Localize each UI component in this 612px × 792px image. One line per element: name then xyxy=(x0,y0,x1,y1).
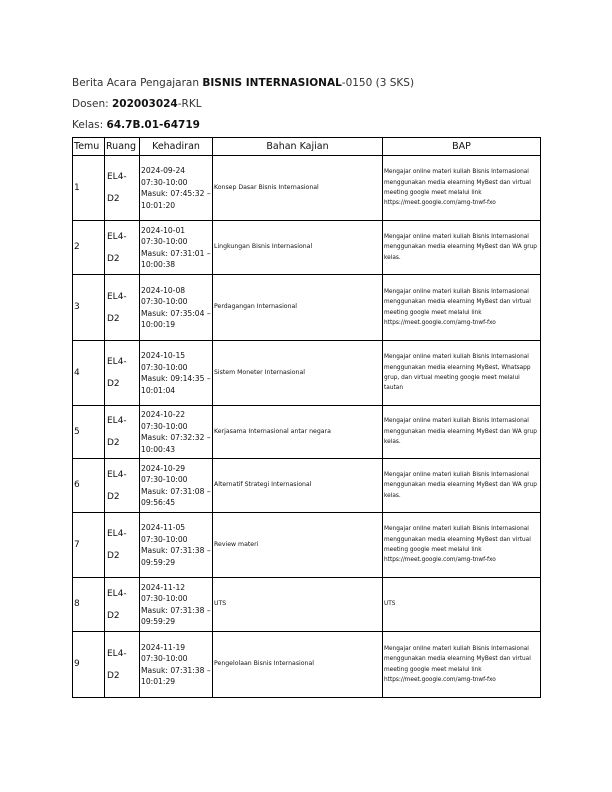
course-code: -0150 (3 SKS) xyxy=(341,77,415,89)
schedule-time: 2024-11-12 07:30-10:00 xyxy=(141,582,188,603)
schedule-time: 2024-10-22 07:30-10:00 xyxy=(141,410,188,431)
topic-cell: Pengelolaan Bisnis Internasional xyxy=(213,632,383,698)
topic-cell: Review materi xyxy=(213,513,383,578)
attendance-table xyxy=(72,137,541,698)
checkin-time: Masuk: 07:31:38 – 09:59:29 xyxy=(141,605,211,626)
checkin-time: Masuk: 07:32:32 – 10:00:43 xyxy=(141,433,211,454)
schedule-time: 2024-10-01 07:30-10:00 xyxy=(141,225,188,246)
topic-cell: Kerjasama Internasional antar negara xyxy=(213,406,383,459)
checkin-time: Masuk: 07:35:04 – 10:00:19 xyxy=(141,308,211,329)
schedule-time: 2024-11-19 07:30-10:00 xyxy=(141,642,188,663)
document-title xyxy=(72,77,414,89)
schedule-time: 2024-11-05 07:30-10:00 xyxy=(141,523,188,544)
bap-cell: Mengajar online materi kuliah Bisnis Internasional menggunakan media elearning MyBest dan WA grup kelas. xyxy=(383,221,541,275)
room-cell: EL4-D2 xyxy=(105,632,140,698)
table-row xyxy=(73,459,541,513)
bap-cell: Mengajar online materi kuliah Bisnis Internasional menggunakan media elearning MyBest dan virtual meeting google meet melalui link https://meet.google.com/amg-tnwf-fxo xyxy=(383,632,541,698)
bap-cell: Mengajar online materi kuliah Bisnis Internasional menggunakan media elearning MyBest dan virtual meeting google meet melalui link https://meet.google.com/amg-tnwf-fxo xyxy=(383,156,541,221)
lecturer-label: Dosen: xyxy=(72,98,112,110)
schedule-time: 2024-09-24 07:30-10:00 xyxy=(141,166,188,187)
schedule-time: 2024-10-29 07:30-10:00 xyxy=(141,463,188,484)
attendance-cell xyxy=(140,275,213,341)
schedule-time: 2024-10-15 07:30-10:00 xyxy=(141,351,188,372)
attendance-cell xyxy=(140,513,213,578)
class-code: 64.7B.01-64719 xyxy=(106,119,200,131)
bap-cell: Mengajar online materi kuliah Bisnis Internasional menggunakan media elearning MyBest, Whatsapp grup, dan virtual meeting google meet melalui tautan xyxy=(383,341,541,406)
table-row xyxy=(73,156,541,221)
meeting-number: 7 xyxy=(73,513,105,578)
meeting-number: 6 xyxy=(73,459,105,513)
meeting-number: 9 xyxy=(73,632,105,698)
meeting-number: 1 xyxy=(73,156,105,221)
room-cell: EL4-D2 xyxy=(105,275,140,341)
meeting-number: 3 xyxy=(73,275,105,341)
table-row xyxy=(73,275,541,341)
attendance-cell xyxy=(140,578,213,632)
attendance-cell xyxy=(140,459,213,513)
course-name: BISNIS INTERNASIONAL xyxy=(202,77,342,89)
schedule-time: 2024-10-08 07:30-10:00 xyxy=(141,285,188,306)
table-row xyxy=(73,513,541,578)
topic-cell: Perdagangan Internasional xyxy=(213,275,383,341)
attendance-cell xyxy=(140,221,213,275)
table-row xyxy=(73,406,541,459)
class-label: Kelas: xyxy=(72,119,107,131)
meeting-number: 2 xyxy=(73,221,105,275)
bap-cell: Mengajar online materi kuliah Bisnis Internasional menggunakan media elearning MyBest dan virtual meeting google meet melalui link https://meet.google.com/amg-tnwf-fxo xyxy=(383,275,541,341)
table-header-row xyxy=(73,138,541,156)
bap-cell: UTS xyxy=(383,578,541,632)
room-cell: EL4-D2 xyxy=(105,459,140,513)
room-cell: EL4-D2 xyxy=(105,578,140,632)
col-header-topic: Bahan Kajian xyxy=(213,138,383,156)
attendance-cell xyxy=(140,341,213,406)
attendance-cell xyxy=(140,156,213,221)
col-header-attendance: Kehadiran xyxy=(140,138,213,156)
room-cell: EL4-D2 xyxy=(105,513,140,578)
checkin-time: Masuk: 07:31:38 – 10:01:29 xyxy=(141,665,211,686)
lecturer-line xyxy=(72,98,202,110)
topic-cell: Konsep Dasar Bisnis Internasional xyxy=(213,156,383,221)
bap-cell: Mengajar online materi kuliah Bisnis Internasional menggunakan media elearning MyBest dan WA grup kelas. xyxy=(383,406,541,459)
attendance-cell xyxy=(140,632,213,698)
class-line xyxy=(72,119,200,131)
meeting-number: 5 xyxy=(73,406,105,459)
meeting-number: 8 xyxy=(73,578,105,632)
room-cell: EL4-D2 xyxy=(105,341,140,406)
table-row xyxy=(73,632,541,698)
lecturer-id: 202003024 xyxy=(111,98,178,110)
topic-cell: Lingkungan Bisnis Internasional xyxy=(213,221,383,275)
table-row xyxy=(73,578,541,632)
topic-cell: Alternatif Strategi Internasional xyxy=(213,459,383,513)
meeting-number: 4 xyxy=(73,341,105,406)
attendance-cell xyxy=(140,406,213,459)
room-cell: EL4-D2 xyxy=(105,156,140,221)
title-prefix: Berita Acara Pengajaran xyxy=(72,77,203,89)
room-cell: EL4-D2 xyxy=(105,221,140,275)
checkin-time: Masuk: 07:31:38 – 09:59:29 xyxy=(141,546,211,567)
lecturer-suffix: -RKL xyxy=(177,98,202,110)
bap-cell: Mengajar online materi kuliah Bisnis Internasional menggunakan media elearning MyBest dan WA grup kelas. xyxy=(383,459,541,513)
checkin-time: Masuk: 07:31:01 – 10:00:38 xyxy=(141,248,211,269)
checkin-time: Masuk: 07:45:32 – 10:01:20 xyxy=(141,189,211,210)
table-row xyxy=(73,341,541,406)
room-cell: EL4-D2 xyxy=(105,406,140,459)
table-row xyxy=(73,221,541,275)
bap-cell: Mengajar online materi kuliah Bisnis Internasional menggunakan media elearning MyBest dan virtual meeting google meet melalui link https://meet.google.com/amg-tnwf-fxo xyxy=(383,513,541,578)
col-header-meeting: Temu xyxy=(73,138,105,156)
topic-cell: UTS xyxy=(213,578,383,632)
checkin-time: Masuk: 07:31:08 – 09:56:45 xyxy=(141,486,211,507)
topic-cell: Sistem Moneter Internasional xyxy=(213,341,383,406)
col-header-bap: BAP xyxy=(383,138,541,156)
col-header-room: Ruang xyxy=(105,138,140,156)
checkin-time: Masuk: 09:14:35 – 10:01:04 xyxy=(141,374,211,395)
